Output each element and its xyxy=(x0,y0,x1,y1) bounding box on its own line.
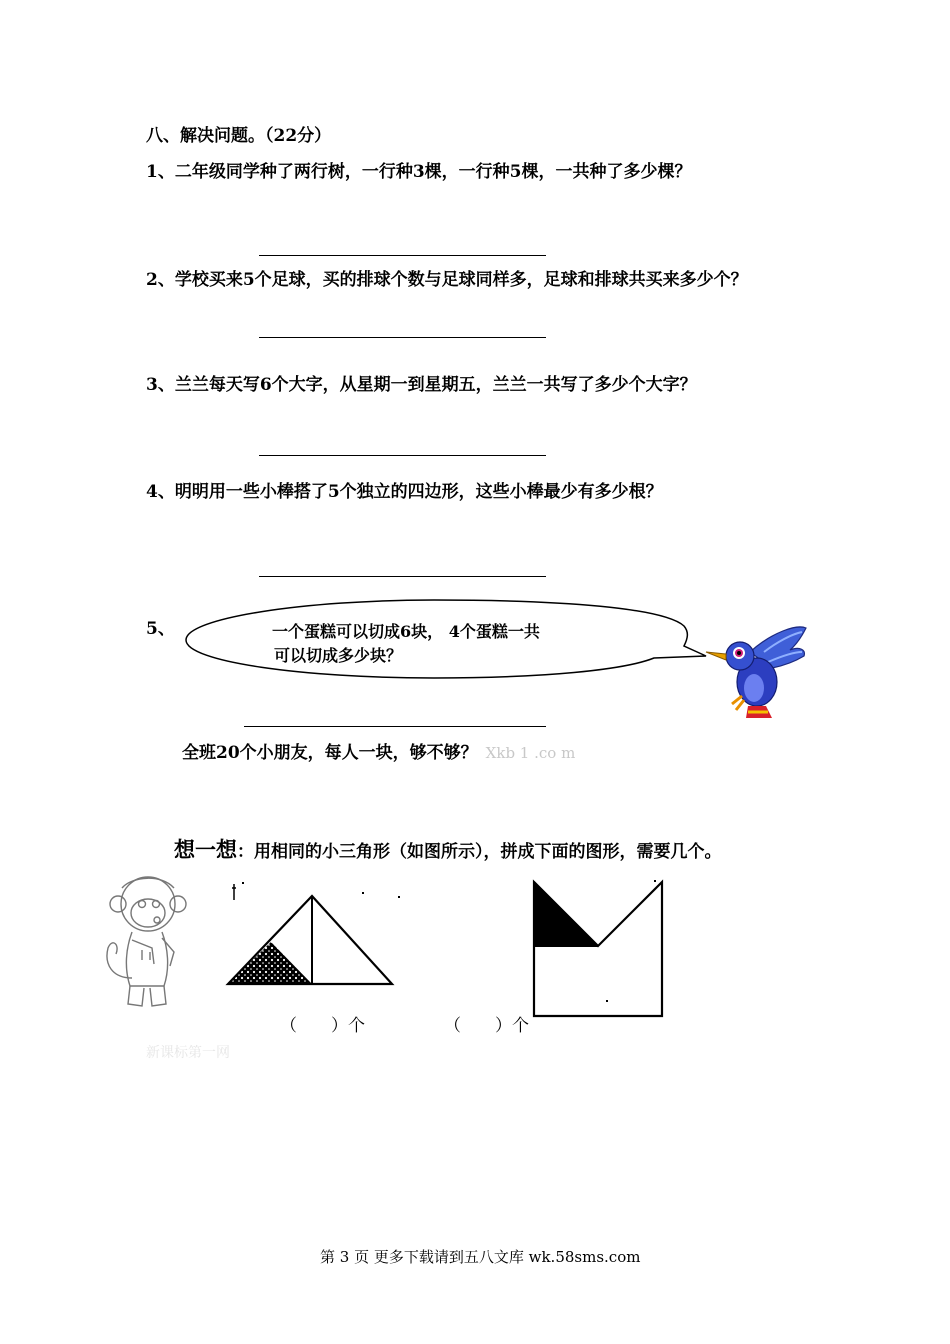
answer-line-5[interactable] xyxy=(244,726,546,727)
followup-text: 全班20个小朋友，每人一块，够不够？ xyxy=(182,743,478,763)
think-text: ：用相同的小三角形（如图所示），拼成下面的图形，需要几个。 xyxy=(237,842,722,862)
section-heading: 八、解决问题。（22分） xyxy=(146,126,332,146)
bubble-line-2: 可以切成多少块？ xyxy=(274,646,403,665)
bubble-line-1: 一个蛋糕可以切成6块， 4个蛋糕一共 xyxy=(272,622,540,641)
square-figure xyxy=(530,878,670,1018)
answer-line-2[interactable] xyxy=(259,337,546,338)
answer-line-1[interactable] xyxy=(259,255,546,256)
page-footer: 第 3 页 更多下载请到五八文库 wk.58sms.com xyxy=(320,1248,641,1266)
answer-line-3[interactable] xyxy=(259,455,546,456)
bird-illustration xyxy=(702,622,812,722)
think-prompt xyxy=(174,837,722,862)
question-3: 3、兰兰每天写6个大字，从星期一到星期五，兰兰一共写了多少个大字？ xyxy=(146,375,697,395)
question-2: 2、学校买来5个足球，买的排球个数与足球同样多，足球和排球共买来多少个？ xyxy=(146,270,748,290)
triangle-figure xyxy=(222,880,402,1000)
question-5-number: 5、 xyxy=(146,619,175,639)
answer-blank-2[interactable]: （ ）个 xyxy=(444,1016,529,1036)
faint-watermark: 新课标第一网 xyxy=(146,1045,230,1061)
question-1: 1、二年级同学种了两行树，一行种3棵，一行种5棵，一共种了多少棵？ xyxy=(146,162,692,182)
question-5-followup xyxy=(182,743,575,763)
watermark-text: Xkb 1 .co m xyxy=(485,744,576,762)
think-title: 想一想 xyxy=(174,837,237,862)
monkey-illustration xyxy=(102,868,192,1013)
question-4: 4、明明用一些小棒搭了5个独立的四边形，这些小棒最少有多少根？ xyxy=(146,482,663,502)
answer-blank-1[interactable]: （ ）个 xyxy=(280,1016,365,1036)
answer-line-4[interactable] xyxy=(259,576,546,577)
